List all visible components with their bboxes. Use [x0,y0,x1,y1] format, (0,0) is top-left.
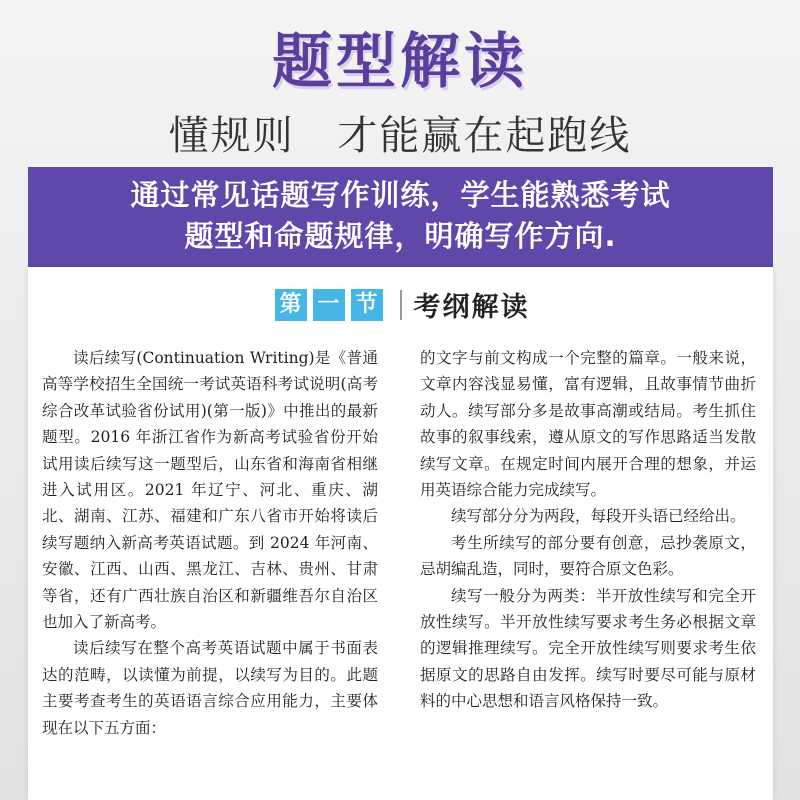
text-column-right [420,345,756,715]
left-paragraph-2: 读后续写在整个高考英语试题中属于书面表达的范畴，以读懂为前提，以续写为目的。此题主要考查考生的英语语言综合应用能力，主要体现在以下五方面： [42,639,378,737]
right-paragraph-continuation: 的文字与前文构成一个完整的篇章。一般来说，文章内容浅显易懂，富有逻辑，且故事情节曲折动人。续写部分多是故事高潮或结局。考生抓住故事的叙事线索，遵从原文的写作思路适当发散续写文章。在规定时间内展开合理的想象，并运用英语综合能力完成续写。 [420,349,756,500]
section-title: 考纲解读 [413,292,530,323]
section-divider [400,290,402,320]
right-paragraph-3: 续写一般分为两类：半开放性续写和完全开放性续写。半开放性续写要求考生务必根据文章的逻辑推理续写。完全开放性续写则要求考生依据原文的思路自由发挥。续写时要尽可能与原材料的中心思想和语言风格保持一致。 [420,586,756,711]
banner-line-1: 通过常见话题写作训练，学生能熟悉考试 [130,178,671,212]
section-char-3: 节 [351,289,383,321]
page-title: 题型解读 [272,27,528,97]
subtitle-part-1: 懂规则 [168,113,295,159]
left-paragraph-1: 读后续写(Continuation Writing)是《普通高等学校招生全国统一考试英语科考试说明(高考综合改革试验省份试用)(第一版)》中推出的最新题型。2016 年浙江省作为新高考试验省份开始试用读后续写这一题型后，山东省和海南省相继进入试用区。2021 年辽宁、河北、重庆、湖北、湖南、江苏、福建和广东八省市开始将读后续写题纳入新高考英语试题。到 2024 年河南、安徽、江西、山西、黑龙江、吉林、贵州、甘肃等省，还有广西壮族自治区和新疆维吾尔自治区也加入了新高考。 [42,349,378,632]
subtitle-part-2: 才能赢在起跑线 [337,113,632,159]
section-char-2: 一 [313,289,345,321]
purple-banner [28,167,773,267]
right-paragraph-2: 考生所续写的部分要有创意，忌抄袭原文，忌胡编乱造，同时，要符合原文色彩。 [420,533,756,579]
text-column-left [42,345,378,741]
document-page [28,267,773,800]
section-char-1: 第 [275,289,307,321]
page-subtitle [0,104,800,161]
right-paragraph-1: 续写部分分为两段，每段开头语已经给出。 [451,507,746,526]
banner-line-2: 题型和命题规律，明确写作方向. [184,219,617,253]
section-heading [28,285,773,324]
